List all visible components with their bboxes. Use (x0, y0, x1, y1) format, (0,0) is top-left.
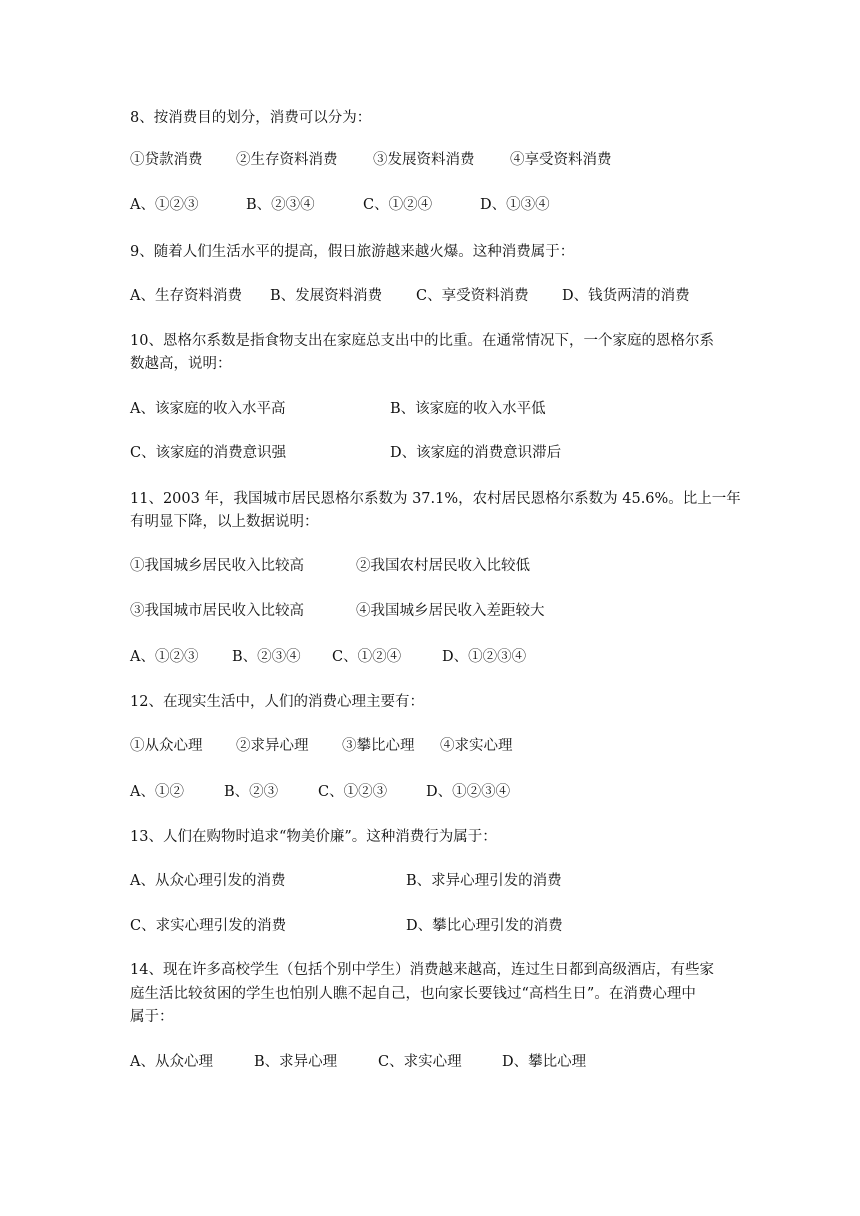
question-14-option-b: B、求异心理 (254, 1054, 338, 1070)
question-11-item-4: ④我国城乡居民收入差距较大 (356, 603, 545, 619)
question-14-stem-line-2: 庭生活比较贫困的学生也怕别人瞧不起自己，也向家长要钱过“高档生日”。在消费心理中 (130, 986, 696, 1002)
question-14-option-c: C、求实心理 (378, 1054, 462, 1070)
question-8-stem: 8、按消费目的划分，消费可以分为： (130, 110, 372, 126)
question-11-stem-line-2: 有明显下降，以上数据说明： (130, 514, 319, 530)
question-12-item-1: ①从众心理 (130, 738, 203, 754)
question-11-option-b: B、②③④ (232, 649, 301, 665)
question-10-stem-line-2: 数越高，说明： (130, 356, 232, 372)
question-13-stem: 13、人们在购物时追求“物美价廉”。这种消费行为属于： (130, 829, 497, 845)
question-9-stem: 9、随着人们生活水平的提高，假日旅游越来越火爆。这种消费属于： (130, 244, 575, 260)
question-11-item-3: ③我国城市居民收入比较高 (130, 603, 304, 619)
question-12-item-3: ③攀比心理 (342, 738, 415, 754)
question-12-option-a: A、①② (130, 784, 184, 800)
question-8-option-c: C、①②④ (363, 197, 433, 213)
question-9-option-b: B、发展资料消费 (270, 288, 383, 304)
question-10-option-b: B、该家庭的收入水平低 (390, 401, 546, 417)
question-12-item-4: ④求实心理 (440, 738, 513, 754)
question-11-option-d: D、①②③④ (442, 649, 527, 665)
question-10-stem-line-1: 10、恩格尔系数是指食物支出在家庭总支出中的比重。在通常情况下，一个家庭的恩格尔系 (130, 333, 714, 349)
question-13-option-d: D、攀比心理引发的消费 (406, 918, 563, 934)
question-12-item-2: ②求异心理 (236, 738, 309, 754)
question-12-option-b: B、②③ (224, 784, 279, 800)
question-10-option-d: D、该家庭的消费意识滞后 (390, 445, 562, 461)
question-11-item-2: ②我国农村居民收入比较低 (356, 558, 530, 574)
question-13-option-b: B、求异心理引发的消费 (406, 873, 562, 889)
question-14-option-d: D、攀比心理 (502, 1054, 587, 1070)
question-8-item-1: ①贷款消费 (130, 152, 203, 168)
question-10-option-c: C、该家庭的消费意识强 (130, 445, 287, 461)
question-13-option-c: C、求实心理引发的消费 (130, 918, 287, 934)
question-12-stem: 12、在现实生活中，人们的消费心理主要有： (130, 694, 424, 710)
question-9-option-a: A、生存资料消费 (130, 288, 242, 304)
question-8-option-b: B、②③④ (246, 197, 315, 213)
question-14-stem-line-1: 14、现在许多高校学生（包括个别中学生）消费越来越高，连过生日都到高级酒店，有些家 (130, 962, 714, 978)
question-8-option-a: A、①②③ (130, 197, 199, 213)
question-8-item-3: ③发展资料消费 (373, 152, 475, 168)
question-9-option-d: D、钱货两清的消费 (562, 288, 690, 304)
question-12-option-d: D、①②③④ (426, 784, 511, 800)
question-8-option-d: D、①③④ (480, 197, 550, 213)
question-12-option-c: C、①②③ (318, 784, 388, 800)
question-9-option-c: C、享受资料消费 (416, 288, 529, 304)
question-8-item-2: ②生存资料消费 (236, 152, 338, 168)
question-14-stem-line-3: 属于： (130, 1009, 174, 1025)
question-14-option-a: A、从众心理 (130, 1054, 213, 1070)
question-11-stem-line-1: 11、2003 年，我国城市居民恩格尔系数为 37.1%，农村居民恩格尔系数为 45.6%。比上一年 (130, 491, 741, 507)
question-13-option-a: A、从众心理引发的消费 (130, 873, 286, 889)
question-8-item-4: ④享受资料消费 (510, 152, 612, 168)
question-11-item-1: ①我国城乡居民收入比较高 (130, 558, 304, 574)
question-11-option-a: A、①②③ (130, 649, 199, 665)
question-11-option-c: C、①②④ (332, 649, 402, 665)
question-10-option-a: A、该家庭的收入水平高 (130, 401, 286, 417)
